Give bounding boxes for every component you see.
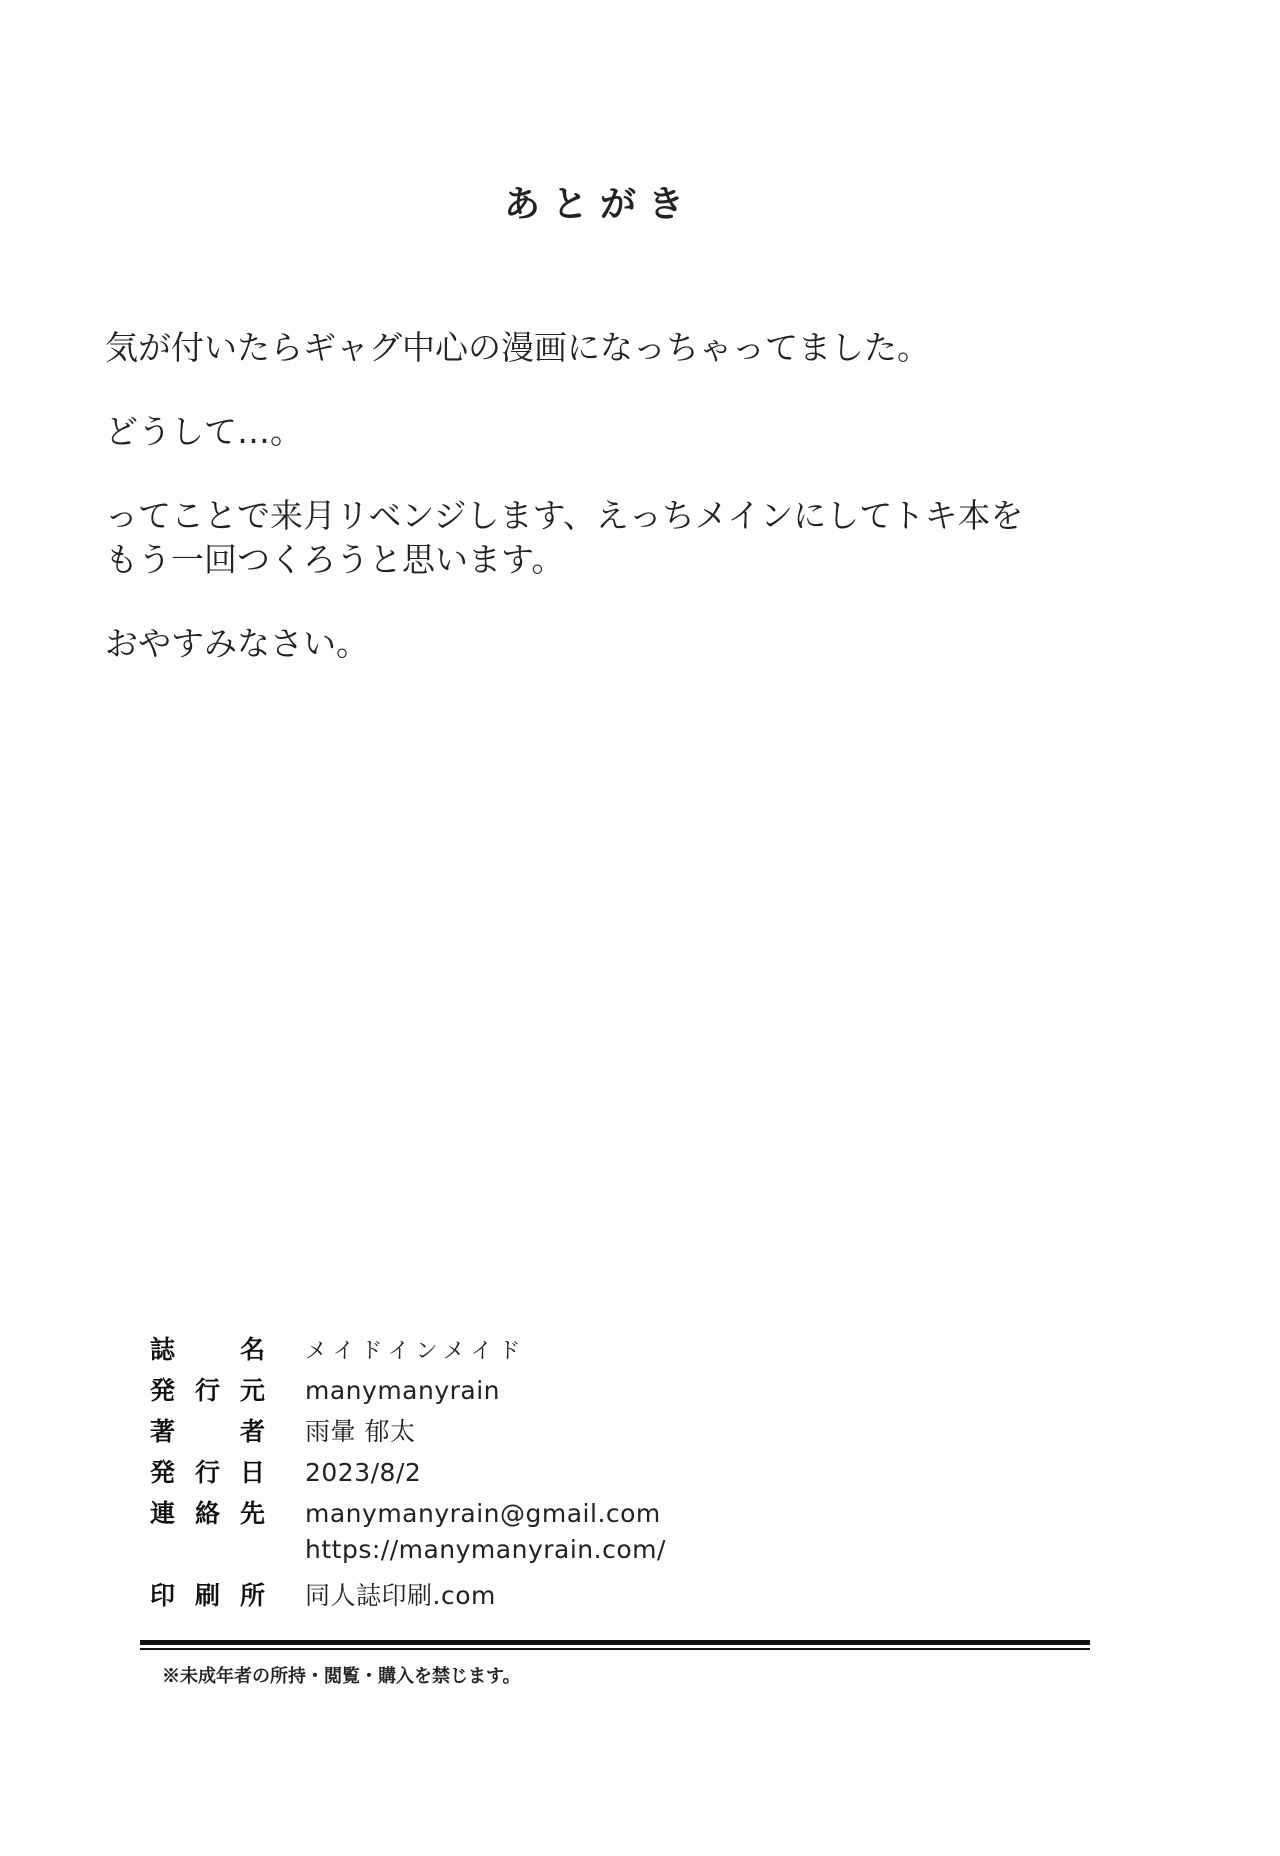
divider-rule (140, 1640, 1090, 1645)
colophon-row-author (150, 1412, 1090, 1453)
colophon (150, 1330, 1090, 1617)
divider-rule (140, 1648, 1090, 1650)
paragraph-line: もう一回つくろうと思います。 (105, 540, 565, 579)
colophon-row-date (150, 1453, 1090, 1494)
colophon-label: 発行元 (150, 1376, 265, 1405)
colophon-label: 発行日 (150, 1458, 265, 1487)
colophon-value: 同人誌印刷.com (305, 1581, 496, 1610)
paragraph-line: おやすみなさい。 (105, 624, 369, 663)
paragraph-line: 気が付いたらギャグ中心の漫画になっちゃってました。 (105, 328, 930, 367)
afterword-body (105, 326, 1105, 706)
colophon-value: メイドインメイド (305, 1339, 527, 1364)
paragraph-line: どうして…。 (105, 412, 303, 451)
paragraph-line: ってことで来月リベンジします、えっちメインにしてトキ本を (105, 496, 1024, 535)
colophon-row-url (150, 1535, 1090, 1576)
colophon-row-title (150, 1330, 1090, 1371)
paragraph-4 (105, 622, 1105, 666)
colophon-row-publisher (150, 1371, 1090, 1412)
colophon-label: 著者 (150, 1417, 265, 1446)
colophon-row-contact (150, 1494, 1090, 1535)
contact-url: https://manymanyrain.com/ (305, 1535, 666, 1564)
contact-email: manymanyrain@gmail.com (305, 1499, 661, 1528)
paragraph-1 (105, 326, 1105, 370)
colophon-value: 2023/8/2 (305, 1458, 422, 1487)
age-restriction-notice: ※未成年者の所持・閲覧・購入を禁じます。 (162, 1666, 521, 1687)
colophon-label: 誌名 (150, 1335, 265, 1364)
colophon-value: manymanyrain (305, 1376, 501, 1405)
colophon-label: 印刷所 (150, 1581, 265, 1610)
colophon-row-printer (150, 1576, 1090, 1617)
colophon-value: 雨暈 郁太 (305, 1417, 416, 1446)
paragraph-3 (105, 494, 1105, 582)
paragraph-2 (105, 410, 1105, 454)
colophon-label: 連絡先 (150, 1499, 265, 1528)
afterword-title: あとがき (503, 183, 696, 225)
